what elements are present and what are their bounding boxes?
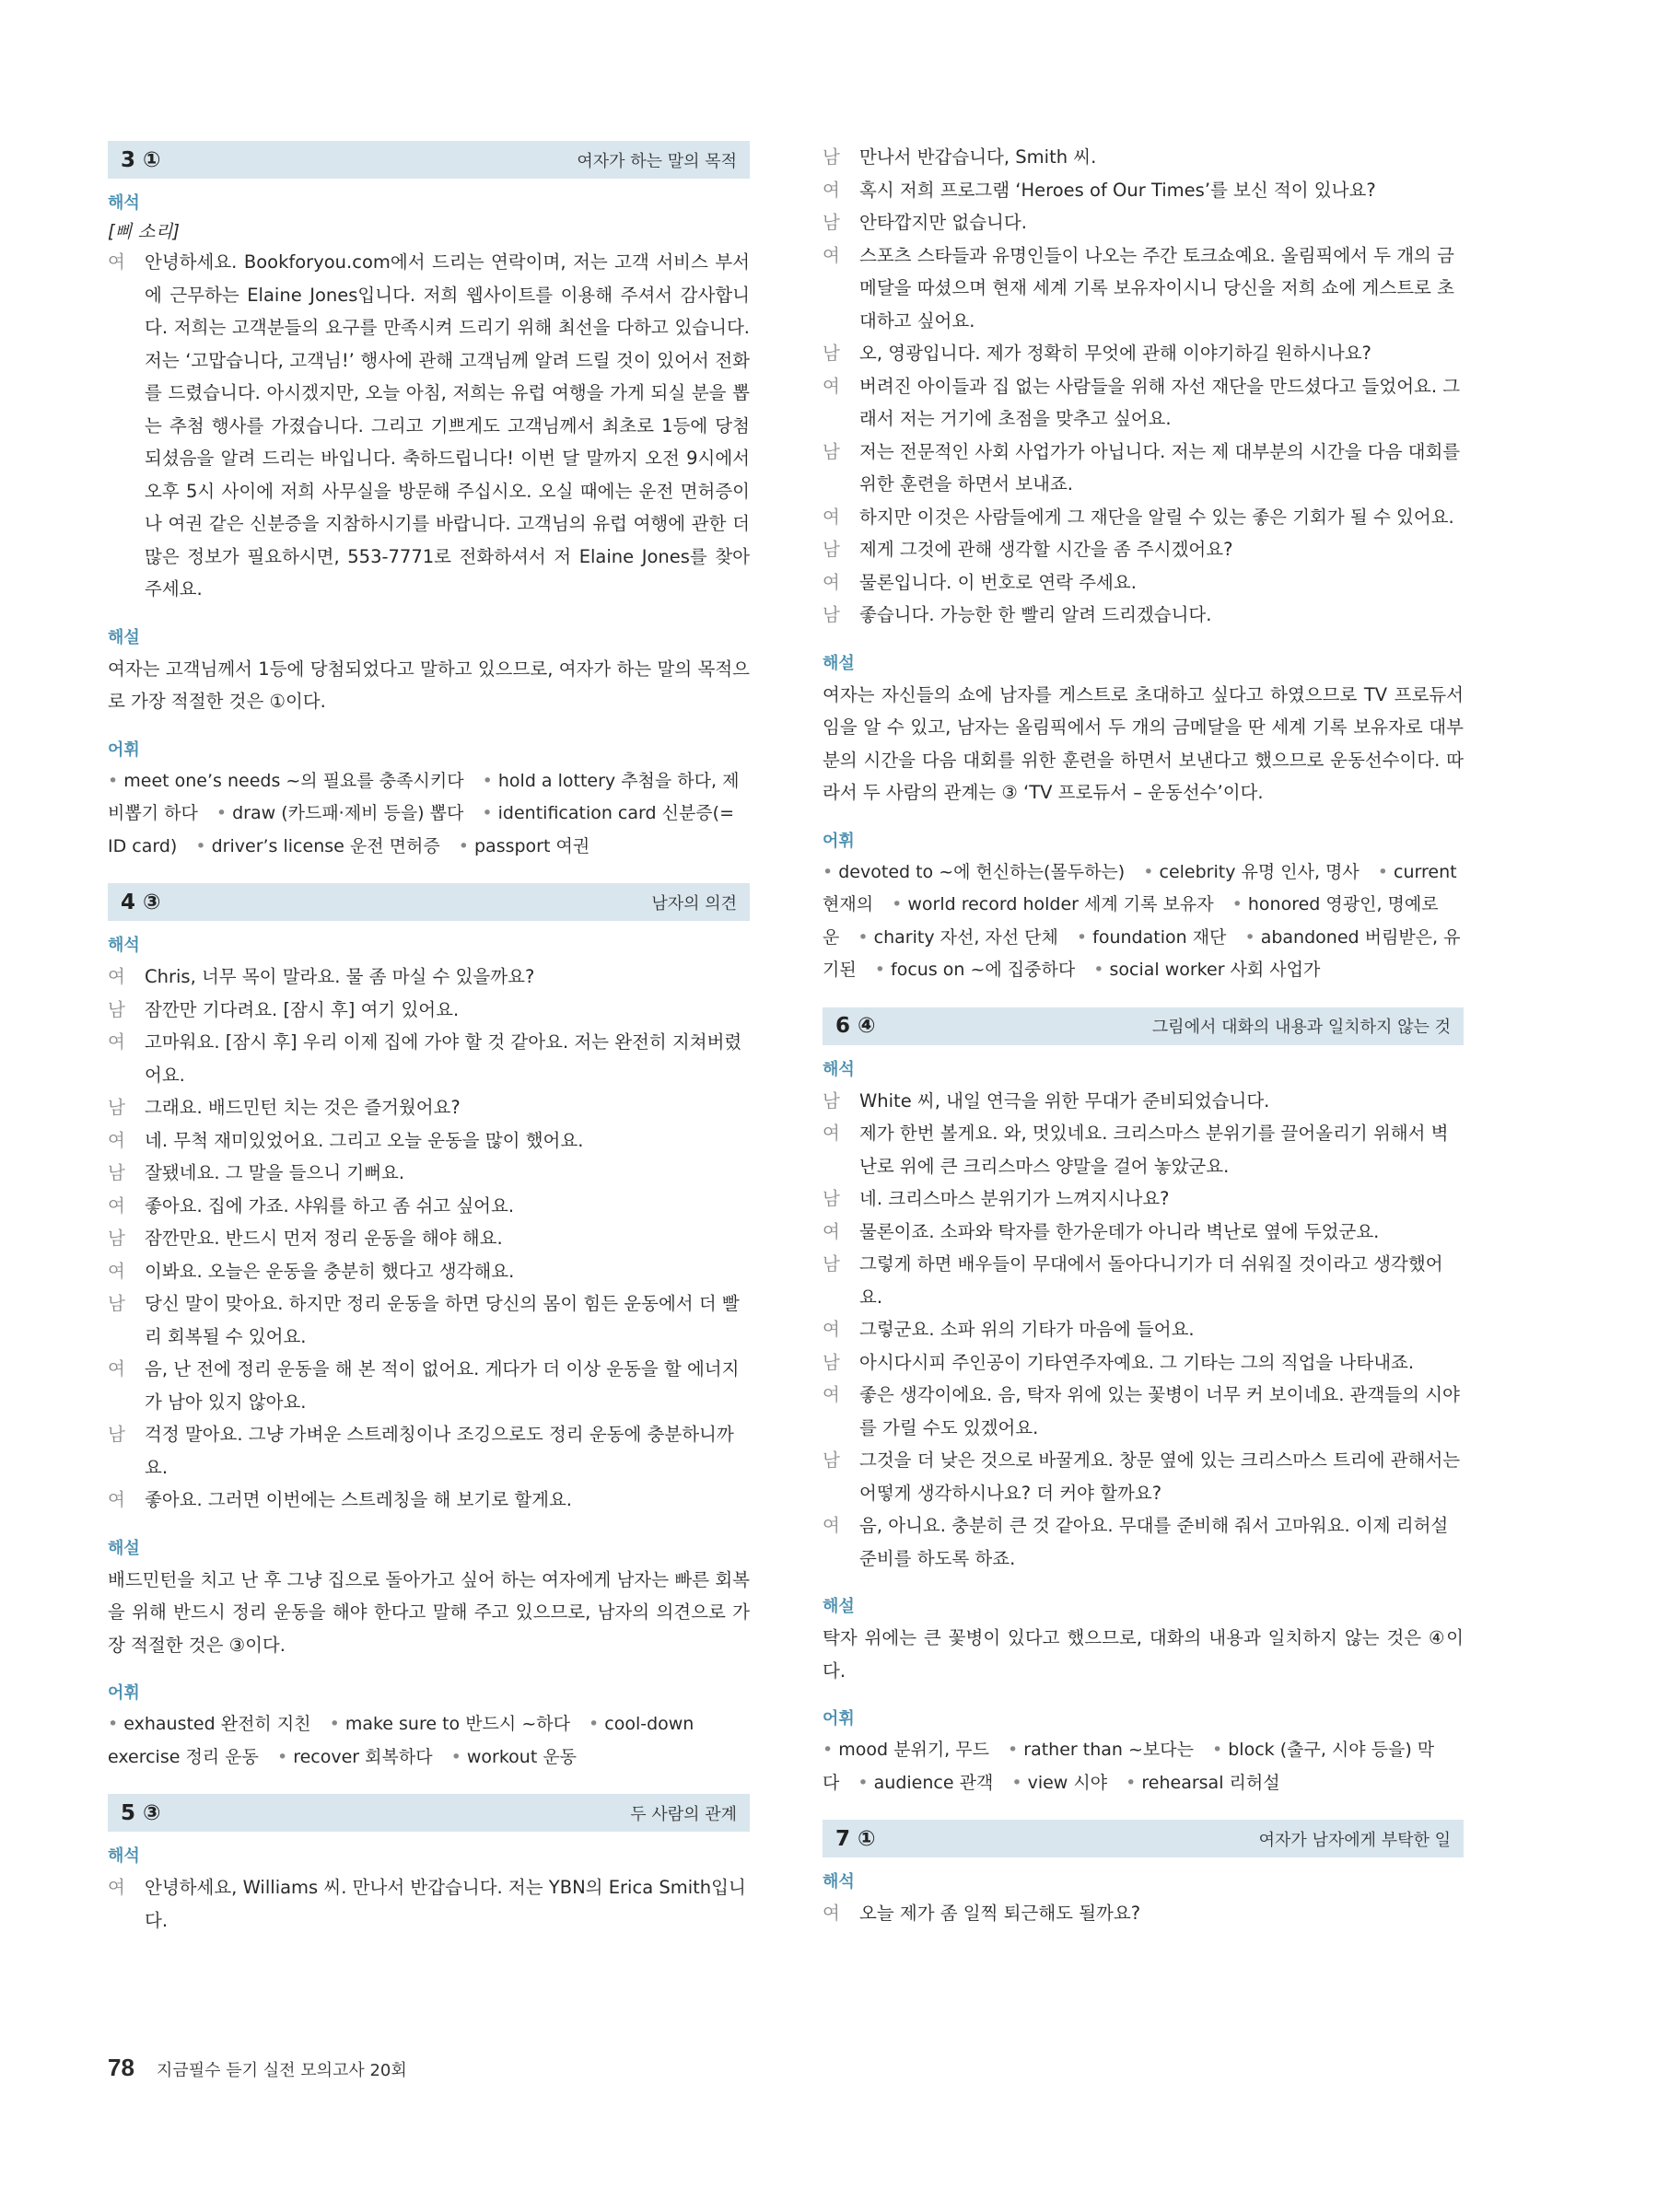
dialogue-text: 좋습니다. 가능한 한 빨리 알려 드리겠습니다. [859, 604, 1212, 625]
dialogue-text: 좋은 생각이에요. 음, 탁자 위에 있는 꽃병이 너무 커 보이네요. 관객들의 시야를 가릴 수도 있겠어요. [859, 1384, 1460, 1438]
vocab-item: • passport 여권 [458, 835, 590, 856]
dialogue [823, 141, 1464, 632]
dialogue-line [823, 1085, 1464, 1118]
vocab-item: • exhausted 완전히 지친 [108, 1714, 311, 1734]
question-topic: 여자가 하는 말의 목적 [577, 151, 737, 171]
speaker: 여 [108, 1129, 125, 1151]
vocab-item: • hold a lottery 추첨을 하다, 제비뽑기 하다 [108, 770, 740, 823]
speaker: 여 [823, 179, 840, 201]
dialogue-line [823, 337, 1464, 370]
dialogue-line [823, 599, 1464, 632]
question-number: 7 ① [835, 1826, 876, 1851]
dialogue-text: 그렇군요. 소파 위의 기타가 마음에 들어요. [859, 1319, 1195, 1340]
question-number: 6 ④ [835, 1014, 876, 1038]
dialogue [108, 960, 750, 1517]
question-header [823, 1820, 1464, 1857]
vocab-item: • focus on ~에 집중하다 [874, 960, 1076, 980]
speaker: 남 [823, 539, 840, 560]
speaker: 남 [108, 1162, 125, 1183]
speaker: 여 [823, 1384, 840, 1405]
speaker: 남 [108, 1293, 125, 1314]
dialogue-line [823, 1313, 1464, 1346]
speaker: 여 [108, 1877, 125, 1898]
vocab-item: • mood 분위기, 무드 [823, 1740, 989, 1760]
question-5-continued [823, 141, 1464, 987]
dialogue-line [823, 1444, 1464, 1509]
dialogue [108, 1871, 750, 1937]
speaker: 여 [108, 251, 125, 273]
speaker: 여 [108, 1031, 125, 1053]
question-header [108, 883, 750, 921]
page-number: 78 [108, 2054, 134, 2081]
vocab-label: 어휘 [823, 831, 855, 851]
dialogue-text: 네. 무척 재미있었어요. 그리고 오늘 운동을 많이 했어요. [145, 1129, 584, 1151]
left-column [108, 141, 750, 1957]
speaker: 남 [108, 1228, 125, 1249]
dialogue-line [823, 1117, 1464, 1182]
dialogue-line [823, 1346, 1464, 1380]
dialogue-text: 당신 말이 맞아요. 하지만 정리 운동을 하면 당신의 몸이 힘든 운동에서 더 빨리 회복될 수 있어요. [145, 1293, 740, 1347]
dialogue-text: 네. 크리스마스 분위기가 느껴지시나요? [859, 1188, 1170, 1209]
dialogue-line [108, 1124, 750, 1158]
dialogue-line [108, 1353, 750, 1418]
explanation-text: 여자는 고객님께서 1등에 당첨되었다고 말하고 있으므로, 여자가 하는 말의 목적으로 가장 적절한 것은 ①이다. [108, 658, 750, 712]
dialogue-line [823, 370, 1464, 436]
page-footer [108, 2054, 407, 2082]
dialogue-line [108, 1091, 750, 1124]
speaker: 남 [823, 1188, 840, 1209]
speaker: 여 [823, 1220, 840, 1242]
dialogue-text: 안녕하세요. Bookforyou.com에서 드리는 연락이며, 저는 고객 서비스 부서에 근무하는 Elaine Jones입니다. 저희 웹사이트를 이용해 주셔서 감사합니다. 저희는 고객분들의 요구를 만족시켜 드리기 위해 최선을 다하고 있습니다. 저는 ‘고맙습니다, 고객님!’ 행사에 관해 고객님께 알려 드릴 것이 있어서 전화를 드렸습니다. 아시겠지만, 오늘 아침, 저희는 유럽 여행을 가게 되실 분을 뽑는 추첨 행사를 가졌습니다. 그리고 기쁘게도 고객님께서 최초로 1등에 당첨되셨음을 알려 드리는 바입니다. 축하드립니다! 이번 달 말까지 오전 9시에서 오후 5시 사이에 저희 사무실을 방문해 주십시오. 오실 때에는 운전 면허증이나 여권 같은 신분증을 지참하시기를 바랍니다. 고객님의 유럽 여행에 관한 더 많은 정보가 필요하시면, 553-7771로 전화하셔서 저 Elaine Jones를 찾아 주세요. [145, 251, 750, 600]
vocab-item: • driver’s license 운전 면허증 [195, 835, 440, 856]
dialogue-text: 좋아요. 그러면 이번에는 스트레칭을 해 보기로 할게요. [145, 1489, 573, 1510]
speaker: 남 [823, 1253, 840, 1275]
question-5 [108, 1794, 750, 1937]
vocab-item: • foundation 재단 [1076, 926, 1227, 948]
dialogue-text: 그렇게 하면 배우들이 무대에서 돌아다니기가 더 쉬워질 것이라고 생각했어요. [859, 1253, 1443, 1308]
dialogue-line [823, 174, 1464, 207]
dialogue-text: 잠깐만 기다려요. [잠시 후] 여기 있어요. [145, 998, 460, 1020]
speaker: 여 [108, 1194, 125, 1217]
dialogue-line [108, 960, 750, 994]
dialogue-line [823, 566, 1464, 600]
dialogue-line [823, 436, 1464, 501]
dialogue-line [108, 1871, 750, 1937]
explanation-label: 해설 [823, 1597, 855, 1616]
question-7 [823, 1820, 1464, 1930]
dialogue-text: 그것을 더 낮은 것으로 바꿀게요. 창문 옆에 있는 크리스마스 트리에 관해서는 어떻게 생각하시나요? 더 커야 할까요? [859, 1449, 1461, 1504]
dialogue-text: 아시다시피 주인공이 기타연주자예요. 그 기타는 그의 직업을 나타내죠. [859, 1351, 1415, 1373]
vocab-item: • identification card 신분증(= ID card) [108, 803, 734, 856]
vocab-item: • social worker 사회 사업가 [1093, 960, 1321, 980]
dialogue-text: Chris, 너무 목이 말라요. 물 좀 마실 수 있을까요? [145, 966, 535, 987]
question-number: 5 ③ [121, 1800, 161, 1825]
vocab-item: • current 현재의 [823, 861, 1457, 914]
vocab-item: • block (출구, 시야 등을) 막다 [823, 1740, 1435, 1793]
dialogue-line [823, 1897, 1464, 1930]
dialogue-line [108, 1287, 750, 1353]
question-header [108, 1794, 750, 1832]
question-number: 3 ① [121, 147, 161, 172]
speaker: 여 [823, 1515, 840, 1536]
vocab-list [108, 1708, 750, 1774]
dialogue-line [823, 206, 1464, 239]
vocab-item: • rehearsal 리허설 [1126, 1772, 1280, 1793]
dialogue-text: 잘됐네요. 그 말을 들으니 기뻐요. [145, 1162, 405, 1183]
dialogue-text: 하지만 이것은 사람들에게 그 재단을 알릴 수 있는 좋은 기회가 될 수 있어요. [859, 506, 1454, 528]
vocab-list [823, 856, 1464, 987]
explanation-label: 해설 [823, 653, 855, 673]
vocab-item: • meet one’s needs ~의 필요를 충족시키다 [108, 770, 464, 791]
speaker: 남 [823, 1351, 840, 1373]
speaker: 여 [108, 1358, 125, 1380]
speaker: 여 [823, 506, 840, 528]
dialogue-text: 혹시 저희 프로그램 ‘Heroes of Our Times’를 보신 적이 있나요? [859, 179, 1376, 201]
dialogue-text: 저는 전문적인 사회 사업가가 아닙니다. 저는 제 대부분의 시간을 다음 대회를 위한 훈련을 하면서 보내죠. [859, 440, 1461, 495]
dialogue-text: 이봐요. 오늘은 운동을 충분히 했다고 생각해요. [145, 1260, 515, 1282]
dialogue-text: 버려진 아이들과 집 없는 사람들을 위해 자선 재단을 만드셨다고 들었어요. 그래서 저는 거기에 초점을 맞추고 싶어요. [859, 375, 1461, 429]
explanation-label: 해설 [108, 627, 140, 647]
speaker: 여 [823, 244, 840, 266]
explanation-label: 해설 [108, 1538, 140, 1558]
explanation-text: 여자는 자신들의 쇼에 남자를 게스트로 초대하고 싶다고 하였으므로 TV 프로듀서임을 알 수 있고, 남자는 올림픽에서 두 개의 금메달을 딴 세계 기록 보유자로 대부분의 시간을 다음 대회를 위한 훈련을 하면서 보낸다고 했으므로 운동선수이다. 따라서 두 사람의 관계는 ③ ‘TV 프로듀서 – 운동선수’이다. [823, 683, 1464, 803]
question-topic: 여자가 남자에게 부탁한 일 [1258, 1830, 1451, 1850]
speaker: 남 [823, 1449, 840, 1471]
right-column [823, 141, 1464, 1950]
vocab-label: 어휘 [823, 1709, 855, 1729]
dialogue-text: 안녕하세요, Williams 씨. 만나서 반갑습니다. 저는 YBN의 Erica Smith입니다. [145, 1877, 746, 1931]
dialogue-line [823, 501, 1464, 534]
speaker: 남 [108, 1424, 125, 1445]
dialogue-line [108, 1418, 750, 1484]
translation-label: 해석 [108, 193, 140, 213]
vocab-item: • workout 운동 [450, 1746, 578, 1767]
dialogue [108, 246, 750, 606]
dialogue-line [108, 1255, 750, 1288]
speaker: 남 [823, 146, 840, 168]
dialogue-line [823, 1509, 1464, 1575]
vocab-item: • charity 자선, 자선 단체 [858, 926, 1058, 948]
speaker: 여 [823, 1903, 840, 1924]
vocab-label: 어휘 [108, 739, 140, 760]
vocab-item: • celebrity 유명 인사, 명사 [1143, 861, 1360, 882]
dialogue-text: 잠깐만요. 반드시 먼저 정리 운동을 해야 해요. [145, 1228, 503, 1249]
translation-label: 해석 [108, 936, 140, 955]
dialogue-text: 그래요. 배드민턴 치는 것은 즐거웠어요? [145, 1097, 461, 1118]
question-4 [108, 883, 750, 1774]
explanation-text: 배드민턴을 치고 난 후 그냥 집으로 돌아가고 싶어 하는 여자에게 남자는 빠른 회복을 위해 반드시 정리 운동을 해야 한다고 말해 주고 있으므로, 남자의 의견으로 가장 적절한 것은 ③이다. [108, 1568, 750, 1656]
dialogue-line [823, 239, 1464, 338]
vocab-label: 어휘 [108, 1683, 140, 1703]
dialogue-line [108, 1484, 750, 1517]
dialogue-line [823, 1379, 1464, 1444]
vocab-list [823, 1734, 1464, 1799]
dialogue-line [823, 1216, 1464, 1249]
question-number: 4 ③ [121, 890, 161, 914]
speaker: 여 [108, 1260, 125, 1282]
dialogue-text: 제가 한번 볼게요. 와, 멋있네요. 크리스마스 분위기를 끌어올리기 위해서 벽난로 위에 큰 크리스마스 양말을 걸어 놓았군요. [859, 1123, 1449, 1177]
speaker: 남 [108, 1097, 125, 1118]
dialogue-line [108, 1222, 750, 1255]
dialogue-text: 걱정 말아요. 그냥 가벼운 스트레칭이나 조깅으로도 정리 운동에 충분하니까요. [145, 1424, 734, 1478]
question-3 [108, 141, 750, 863]
question-topic: 그림에서 대화의 내용과 일치하지 않는 것 [1151, 1018, 1451, 1037]
dialogue-text: 음, 아니요. 충분히 큰 것 같아요. 무대를 준비해 줘서 고마워요. 이제 리허설 준비를 하도록 하죠. [859, 1515, 1449, 1569]
dialogue-line [108, 1190, 750, 1223]
vocab-list [108, 765, 750, 864]
dialogue-line [823, 1182, 1464, 1216]
dialogue-text: 오, 영광입니다. 제가 정확히 무엇에 관해 이야기하길 원하시나요? [859, 343, 1371, 364]
translation-label: 해석 [823, 1872, 855, 1892]
dialogue-line [108, 246, 750, 606]
dialogue-text: 고마워요. [잠시 후] 우리 이제 집에 가야 할 것 같아요. 저는 완전히 지쳐버렸어요. [145, 1031, 742, 1086]
book-title: 지금필수 듣기 실전 모의고사 20회 [156, 2061, 407, 2080]
dialogue-line [108, 1026, 750, 1091]
sound-note: [삐 소리] [108, 221, 180, 242]
translation-label: 해석 [823, 1059, 855, 1079]
question-topic: 두 사람의 관계 [630, 1804, 737, 1824]
speaker: 여 [823, 1123, 840, 1144]
dialogue-text: 안타깝지만 없습니다. [859, 212, 1027, 233]
dialogue-line [823, 141, 1464, 174]
vocab-item: • recover 회복하다 [276, 1746, 433, 1767]
speaker: 여 [823, 375, 840, 397]
speaker: 여 [108, 1489, 125, 1510]
question-header [823, 1007, 1464, 1045]
dialogue-line [823, 533, 1464, 566]
dialogue-text: 좋아요. 집에 가죠. 샤워를 하고 좀 쉬고 싶어요. [145, 1194, 515, 1217]
dialogue-text: 물론입니다. 이 번호로 연락 주세요. [859, 571, 1137, 593]
dialogue-text: White 씨, 내일 연극을 위한 무대가 준비되었습니다. [859, 1089, 1270, 1112]
speaker: 남 [108, 998, 125, 1020]
vocab-item: • rather than ~보다는 [1008, 1740, 1194, 1760]
question-header [108, 141, 750, 179]
vocab-item: • audience 관객 [858, 1772, 994, 1793]
speaker: 남 [823, 343, 840, 364]
dialogue-text: 오늘 제가 좀 일찍 퇴근해도 될까요? [859, 1903, 1141, 1924]
vocab-item: • cool-down exercise 정리 운동 [108, 1714, 694, 1767]
vocab-item: • devoted to ~에 헌신하는(몰두하는) [823, 861, 1126, 882]
dialogue-text: 제게 그것에 관해 생각할 시간을 좀 주시겠어요? [859, 539, 1233, 560]
dialogue-line [108, 994, 750, 1027]
speaker: 남 [823, 1089, 840, 1112]
vocab-item: • world record holder 세계 기록 보유자 [892, 894, 1214, 914]
dialogue-text: 물론이죠. 소파와 탁자를 한가운데가 아니라 벽난로 옆에 두었군요. [859, 1220, 1380, 1242]
dialogue-text: 스포츠 스타들과 유명인들이 나오는 주간 토크쇼예요. 올림픽에서 두 개의 금메달을 따셨으며 현재 세계 기록 보유자이시니 당신을 저희 쇼에 게스트로 초대하고 싶어요. [859, 244, 1454, 332]
question-6 [823, 1007, 1464, 1800]
speaker: 여 [823, 571, 840, 593]
speaker: 남 [823, 604, 840, 625]
vocab-item: • make sure to 반드시 ~하다 [329, 1714, 570, 1734]
dialogue-text: 음, 난 전에 정리 운동을 해 본 적이 없어요. 게다가 더 이상 운동을 할 에너지가 남아 있지 않아요. [145, 1358, 740, 1413]
speaker: 여 [823, 1319, 840, 1340]
dialogue-line [823, 1248, 1464, 1313]
dialogue-text: 만나서 반갑습니다, Smith 씨. [859, 146, 1097, 168]
dialogue [823, 1085, 1464, 1576]
speaker: 여 [108, 966, 125, 987]
dialogue [823, 1897, 1464, 1930]
vocab-item: • draw (카드패·제비 등을) 뽑다 [216, 803, 464, 823]
vocab-item: • abandoned 버림받은, 유기된 [823, 926, 1461, 980]
speaker: 남 [823, 212, 840, 233]
vocab-item: • view 시야 [1011, 1772, 1108, 1793]
speaker: 남 [823, 440, 840, 462]
explanation-text: 탁자 위에는 큰 꽃병이 있다고 했으므로, 대화의 내용과 일치하지 않는 것은 ④이다. [823, 1627, 1464, 1682]
dialogue-line [108, 1157, 750, 1190]
vocab-item: • honored 영광인, 명예로운 [823, 894, 1439, 948]
question-topic: 남자의 의견 [651, 893, 737, 914]
translation-label: 해석 [108, 1846, 140, 1866]
